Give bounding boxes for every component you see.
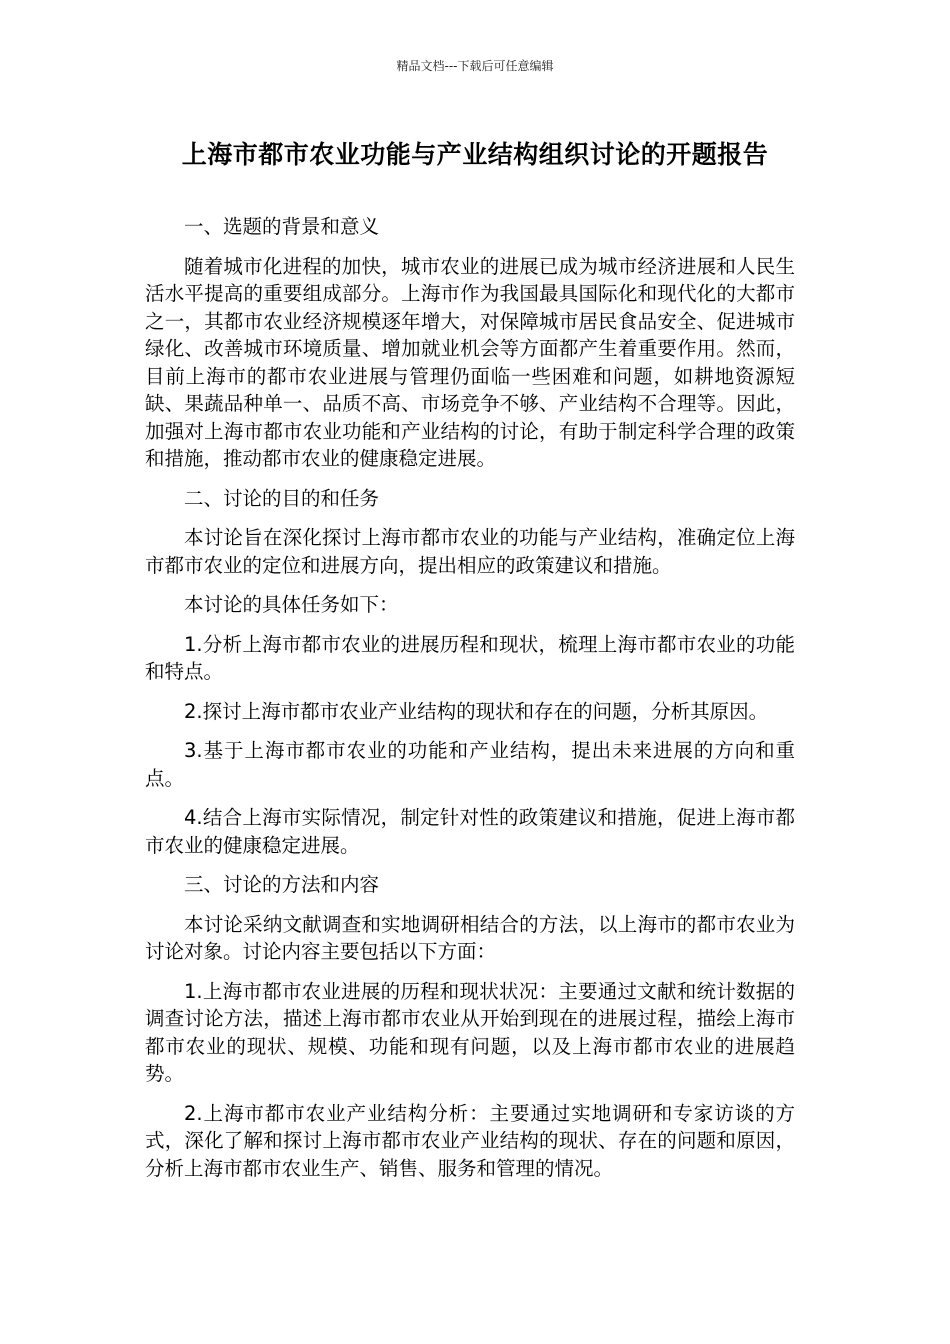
document-title: 上海市都市农业功能与产业结构组织讨论的开题报告 bbox=[181, 140, 769, 169]
paragraph-purpose: 本讨论旨在深化探讨上海市都市农业的功能与产业结构，准确定位上海市都市农业的定位和进展方向，提出相应的政策建议和措施。 bbox=[145, 526, 795, 577]
paragraph-background: 随着城市化进程的加快，城市农业的进展已成为城市经济进展和人民生活水平提高的重要组成部分。上海市作为我国最具国际化和现代化的大都市之一，其都市农业经济规模逐年增大，对保障城市居民食品安全、促进城市绿化、改善城市环境质量、增加就业机会等方面都产生着重要作用。然而，目前上海市的都市农业进展与管理仍面临一些困难和问题，如耕地资源短缺、果蔬品种单一、品质不高、市场竞争不够、产业结构不合理等。因此，加强对上海市都市农业功能和产业结构的讨论，有助于制定科学合理的政策和措施，推动都市农业的健康稳定进展。 bbox=[145, 254, 795, 470]
task-item-1: 1.分析上海市都市农业的进展历程和现状，梳理上海市都市农业的功能和特点。 bbox=[145, 632, 795, 683]
task-item-3: 3.基于上海市都市农业的功能和产业结构，提出未来进展的方向和重点。 bbox=[145, 739, 795, 790]
task-item-2: 2.探讨上海市都市农业产业结构的现状和存在的问题，分析其原因。 bbox=[184, 699, 769, 723]
document-body bbox=[145, 213, 795, 1194]
content-item-2: 2.上海市都市农业产业结构分析：主要通过实地调研和专家访谈的方式，深化了解和探讨上海市都市农业产业结构的现状、存在的问题和原因，分析上海市都市农业生产、销售、服务和管理的情况。 bbox=[145, 1101, 795, 1180]
section-heading-background: 一、选题的背景和意义 bbox=[184, 215, 380, 238]
content-item-1: 1.上海市都市农业进展的历程和现状状况：主要通过文献和统计数据的调查讨论方法，描述上海市都市农业从开始到现在的进展过程，描绘上海市都市农业的现状、规模、功能和现有问题，以及上海市都市农业的进展趋势。 bbox=[145, 979, 795, 1085]
paragraph-tasks-intro: 本讨论的具体任务如下： bbox=[184, 593, 399, 616]
header-note: 精品文档---下载后可任意编辑 bbox=[396, 59, 554, 73]
section-heading-methods: 三、讨论的方法和内容 bbox=[184, 873, 380, 896]
section-heading-purpose: 二、讨论的目的和任务 bbox=[184, 486, 380, 510]
task-item-4: 4.结合上海市实际情况，制定针对性的政策建议和措施，促进上海市都市农业的健康稳定进展。 bbox=[145, 806, 795, 857]
paragraph-methods: 本讨论采纳文献调查和实地调研相结合的方法，以上海市的都市农业为讨论对象。讨论内容主要包括以下方面： bbox=[145, 912, 795, 963]
